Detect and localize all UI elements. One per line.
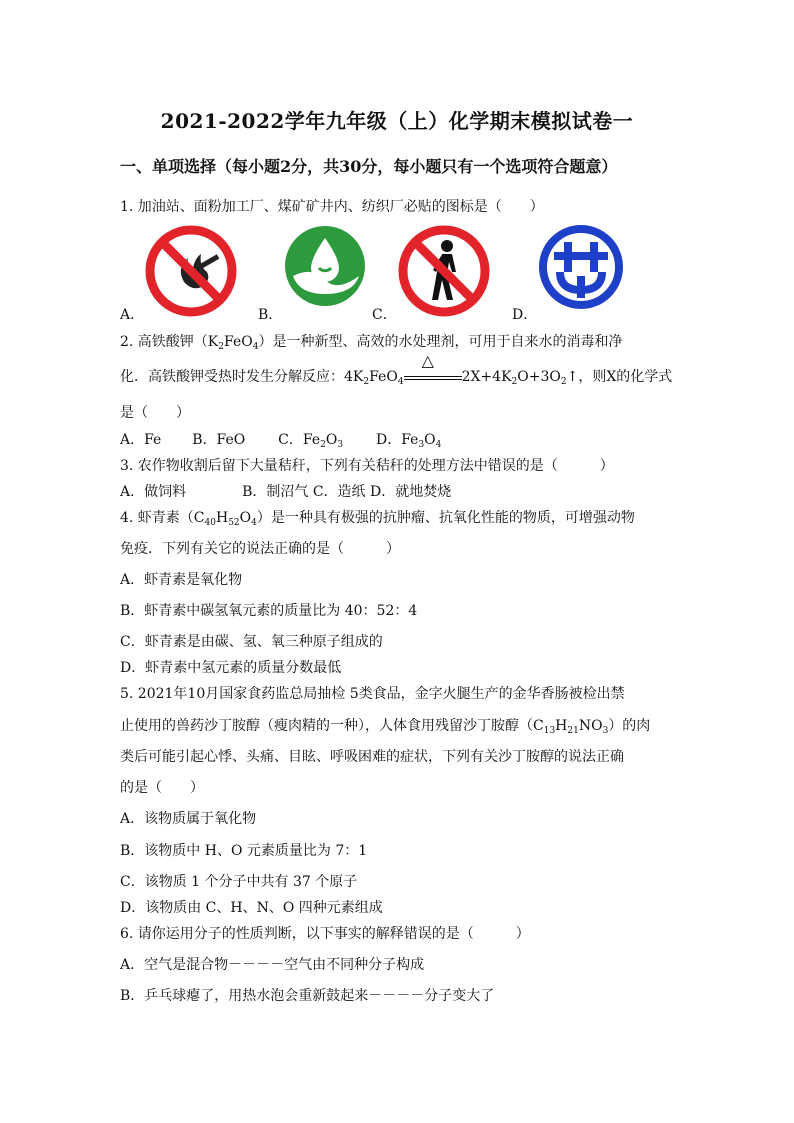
question-2-line-2: 化．高铁酸钾受热时发生分解反应：$4K_2FeO_4$ △ $2X+4K_2O+3O_2↑$，则X的化学式 (120, 351, 673, 387)
heat-symbol: △ (421, 351, 434, 370)
q5-option-b: B．该物质中 H、O 元素质量比为 7：1 (120, 843, 368, 859)
q4-option-b: B．虾青素中碳氢氧元素的质量比为 40：52：4 (120, 603, 418, 619)
question-2-line-1: 2. 高铁酸钾$(K_2FeO_4)$是一种新型、高效的水处理剂，可用于自来水的消毒和净 (120, 334, 623, 352)
question-5-line-3: 类后可能引起心悸、头痛、目眩、呼吸困难的症状，下列有关沙丁胺醇的说法正确 (120, 749, 624, 765)
q4-option-a: A．虾青素是氧化物 (120, 572, 243, 588)
reaction-arrow (404, 351, 462, 387)
question-3-stem: 3. 农作物收割后留下大量秸秆，下列有关秸秆的处理方法中错误的是（ ） (120, 458, 614, 474)
question-1-icons (120, 224, 720, 324)
question-2-options (120, 430, 441, 455)
option-b-label: B． (258, 307, 283, 323)
q5-option-c: C．该物质 1 个分子中共有 37 个原子 (120, 874, 358, 890)
question-3-options: A．做饲料 B．制沼气 C．造纸 D．就地焚烧 (120, 484, 452, 500)
question-5-line-1: 5. 2021年10月国家食药监总局抽检 5类食品，金字火腿生产的金华香肠被检出禁 (120, 686, 625, 702)
question-2-line-3: 是（ ） (120, 405, 190, 421)
question-4-line-1: 4. 虾青素$(C_{40}H_{52}O_4)$是一种具有极强的抗肿瘤、抗氧化性能的物质，可增强动物 (120, 510, 635, 528)
question-5-line-4: 的是（ ） (120, 780, 204, 796)
q4-option-d: D．虾青素中氢元素的质量分数最低 (120, 660, 342, 676)
option-a-label: A． (120, 307, 145, 323)
page-title: 2021-2022学年九年级（上）化学期末模拟试卷一 (160, 109, 634, 133)
recycle-tree-icon (538, 224, 624, 310)
question-4-line-2: 免疫．下列有关它的说法正确的是（ ） (120, 541, 400, 557)
question-6-stem: 6. 请你运用分子的性质判断，以下事实的解释错误的是（ ） (120, 926, 530, 942)
no-pedestrian-icon (397, 224, 491, 318)
question-5-line-2: 止使用的兽药沙丁胺醇（瘦肉精的一种），人体食用残留沙丁胺醇$(C_{13}H_{21}NO_3)$的肉 (120, 718, 651, 736)
question-1-stem: 1. 加油站、面粉加工厂、煤矿矿井内、纺织厂必贴的图标是（ ） (120, 199, 544, 215)
q2-option-d: D．$Fe_3O_4$ (375, 432, 442, 450)
q2-option-a: A．Fe (120, 432, 162, 448)
q6-option-b: B．乒乓球瘪了，用热水泡会重新鼓起来－－－－分子变大了 (120, 988, 495, 1004)
no-fire-icon (144, 224, 238, 318)
q5-option-a: A．该物质属于氧化物 (120, 811, 257, 827)
option-c-label: C． (372, 307, 397, 323)
q2-option-c: C．$Fe_2O_3$ (278, 432, 344, 450)
water-saving-icon (283, 224, 367, 308)
q2-option-b: B．FeO (192, 432, 246, 448)
q4-option-c: C．虾青素是由碳、氢、氧三种原子组成的 (120, 634, 383, 650)
section-heading: 一、单项选择（每小题2分，共30分，每小题只有一个选项符合题意） (120, 157, 618, 176)
q6-option-a: A．空气是混合物－－－－空气由不同种分子构成 (120, 957, 425, 973)
option-d-label: D． (512, 307, 538, 323)
q5-option-d: D．该物质由 C、H、N、O 四种元素组成 (120, 900, 383, 916)
